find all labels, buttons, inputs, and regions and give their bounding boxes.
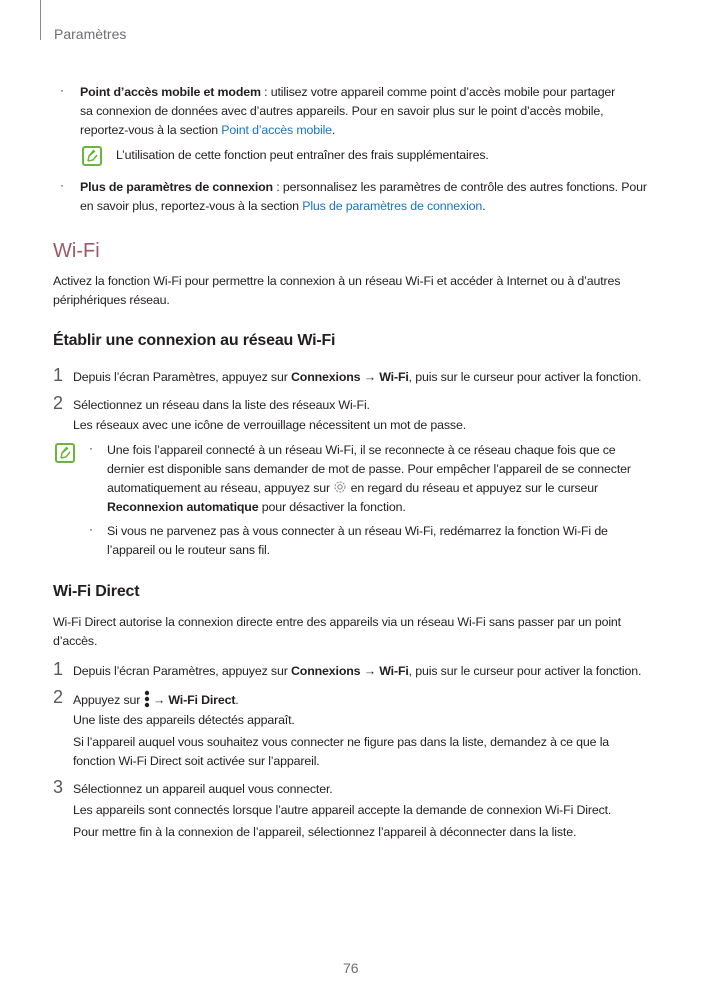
wifi-note-2-line2: l’appareil ou le routeur sans fil.	[107, 543, 270, 557]
wifi-direct-step-2-line4: fonction Wi-Fi Direct soit activée sur l’appareil.	[73, 754, 320, 768]
wifi-direct-step-2-line3: Si l’appareil auquel vous souhaitez vous connecter ne figure pas dans la liste, demandez à ce que la	[73, 735, 610, 749]
wifi-desc-line1: Activez la fonction Wi-Fi pour permettre la connexion à un réseau Wi-Fi et accéder à Internet ou à d’autres	[53, 274, 621, 288]
wifi-note-2-line1: Si vous ne parvenez pas à vous connecter à un réseau Wi-Fi, redémarrez la fonction Wi-Fi de	[107, 524, 608, 538]
step-number: 3	[53, 777, 64, 797]
bullet-more-settings-line1	[80, 178, 647, 198]
subsection-title-wifi-direct: Wi-Fi Direct	[53, 583, 140, 600]
text: : utilisez votre appareil comme point d’accès mobile pour partager	[260, 85, 616, 99]
text: , puis sur le curseur pour activer la fonction.	[408, 664, 642, 678]
bullet-dot: ·	[89, 522, 93, 536]
wifi-direct-desc-line2: d’accès.	[53, 634, 98, 648]
header-rule	[40, 0, 41, 40]
bullet-dot: ·	[60, 178, 64, 192]
bullet-more-settings-title: Plus de paramètres de connexion	[80, 180, 273, 194]
note-text: L’utilisation de cette fonction peut entraîner des frais supplémentaires.	[116, 148, 489, 162]
bullet-dot: ·	[60, 83, 64, 97]
wifi-note-1-line1: Une fois l’appareil connecté à un réseau Wi-Fi, il se reconnecte à ce réseau chaque fois que ce	[107, 443, 616, 457]
note-icon	[55, 443, 75, 463]
bullet-hotspot-line1	[80, 83, 615, 103]
wifi-step-2-line2: Les réseaux avec une icône de verrouillage nécessitent un mot de passe.	[73, 418, 466, 432]
text: en regard du réseau et appuyez sur le curseur	[347, 481, 598, 495]
wifi-direct-step-3-line1: Sélectionnez un appareil auquel vous connecter.	[73, 782, 333, 796]
step-number: 2	[53, 687, 64, 707]
page-number: 76	[343, 960, 359, 976]
step-number: 1	[53, 659, 64, 679]
wifi-direct-step-1	[73, 662, 641, 682]
section-title-wifi: Wi-Fi	[53, 240, 100, 262]
bullet-dot: ·	[89, 441, 93, 455]
link-plus-de-parametres[interactable]: Plus de paramètres de connexion	[302, 199, 483, 213]
text: pour désactiver la fonction.	[258, 500, 406, 514]
wifi-direct-desc-line1: Wi-Fi Direct autorise la connexion directe entre des appareils via un réseau Wi-Fi sans passer par un point	[53, 615, 621, 629]
menu-path-connexions: Connexions	[290, 664, 361, 678]
menu-path-connexions: Connexions	[290, 370, 361, 384]
bullet-more-settings-line2	[80, 197, 485, 217]
menu-path-wifi-direct: Wi-Fi Direct	[168, 693, 236, 707]
page-header-title: Paramètres	[54, 26, 127, 42]
text: .	[482, 199, 486, 213]
menu-path-wifi: Wi-Fi	[379, 664, 409, 678]
wifi-desc-line2: périphériques réseau.	[53, 293, 170, 307]
text: reportez-vous à la section	[80, 123, 222, 137]
step-number: 1	[53, 365, 64, 385]
text: en savoir plus, reportez-vous à la section	[80, 199, 303, 213]
link-point-acces-mobile[interactable]: Point d’accès mobile	[221, 123, 332, 137]
text: Depuis l’écran Paramètres, appuyez sur	[73, 664, 291, 678]
wifi-direct-step-3-line3: Pour mettre fin à la connexion de l’appareil, sélectionnez l’appareil à déconnecter dans la liste.	[73, 825, 577, 839]
wifi-step-1	[73, 368, 641, 388]
text: .	[235, 693, 239, 707]
text: automatiquement au réseau, appuyez sur	[107, 481, 334, 495]
text: Appuyez sur	[73, 693, 144, 707]
text: : personnalisez les paramètres de contrôle des autres fonctions. Pour	[272, 180, 647, 194]
wifi-note-1-line2: dernier est disponible sans demander de mot de passe. Pour empêcher l’appareil de se connecter	[107, 462, 631, 476]
menu-path-wifi: Wi-Fi	[379, 370, 409, 384]
bullet-hotspot-line2: sa connexion de données avec d’autres appareils. Pour en savoir plus sur le point d’accès mobile,	[80, 104, 604, 118]
wifi-direct-step-2-line2: Une liste des appareils détectés apparaît.	[73, 713, 295, 727]
subsection-title-connect: Établir une connexion au réseau Wi-Fi	[53, 332, 336, 349]
step-number: 2	[53, 393, 64, 413]
setting-reconnexion-automatique: Reconnexion automatique	[107, 500, 259, 514]
note-icon	[82, 146, 102, 166]
text: .	[331, 123, 336, 137]
arrow: →	[360, 664, 380, 678]
arrow: →	[149, 693, 169, 707]
wifi-step-2-line1: Sélectionnez un réseau dans la liste des réseaux Wi-Fi.	[73, 398, 370, 412]
text: Depuis l’écran Paramètres, appuyez sur	[73, 370, 291, 384]
text: , puis sur le curseur pour activer la fonction.	[408, 370, 642, 384]
arrow: →	[360, 370, 380, 384]
wifi-note-1-line4	[107, 498, 406, 518]
wifi-direct-step-3-line2: Les appareils sont connectés lorsque l’autre appareil accepte la demande de connexion Wi-Fi Direct.	[73, 803, 612, 817]
bullet-hotspot-title: Point d’accès mobile et modem	[80, 85, 261, 99]
bullet-hotspot-line3	[80, 121, 335, 141]
